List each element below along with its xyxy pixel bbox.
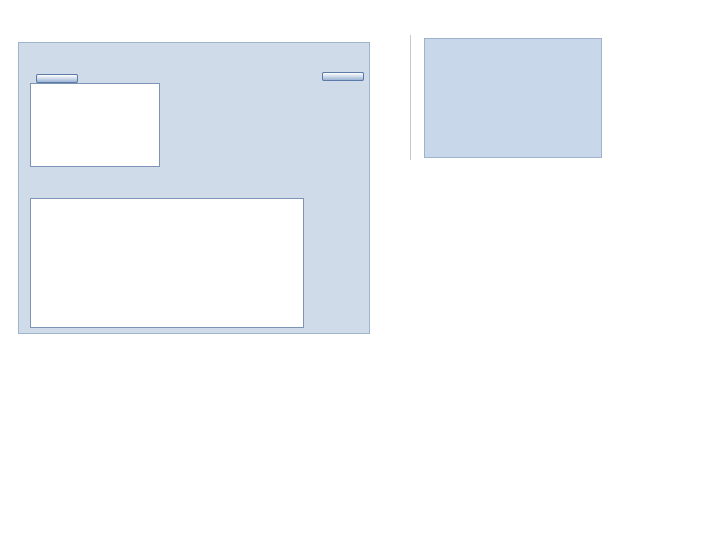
exit-button[interactable] — [322, 72, 364, 81]
category-tree[interactable] — [30, 83, 160, 167]
preparations-table[interactable] — [30, 198, 304, 328]
divider — [410, 35, 411, 160]
spectrum-graph — [204, 82, 294, 168]
secondary-spectrum-graph — [476, 41, 598, 149]
clear-button[interactable] — [36, 74, 78, 83]
